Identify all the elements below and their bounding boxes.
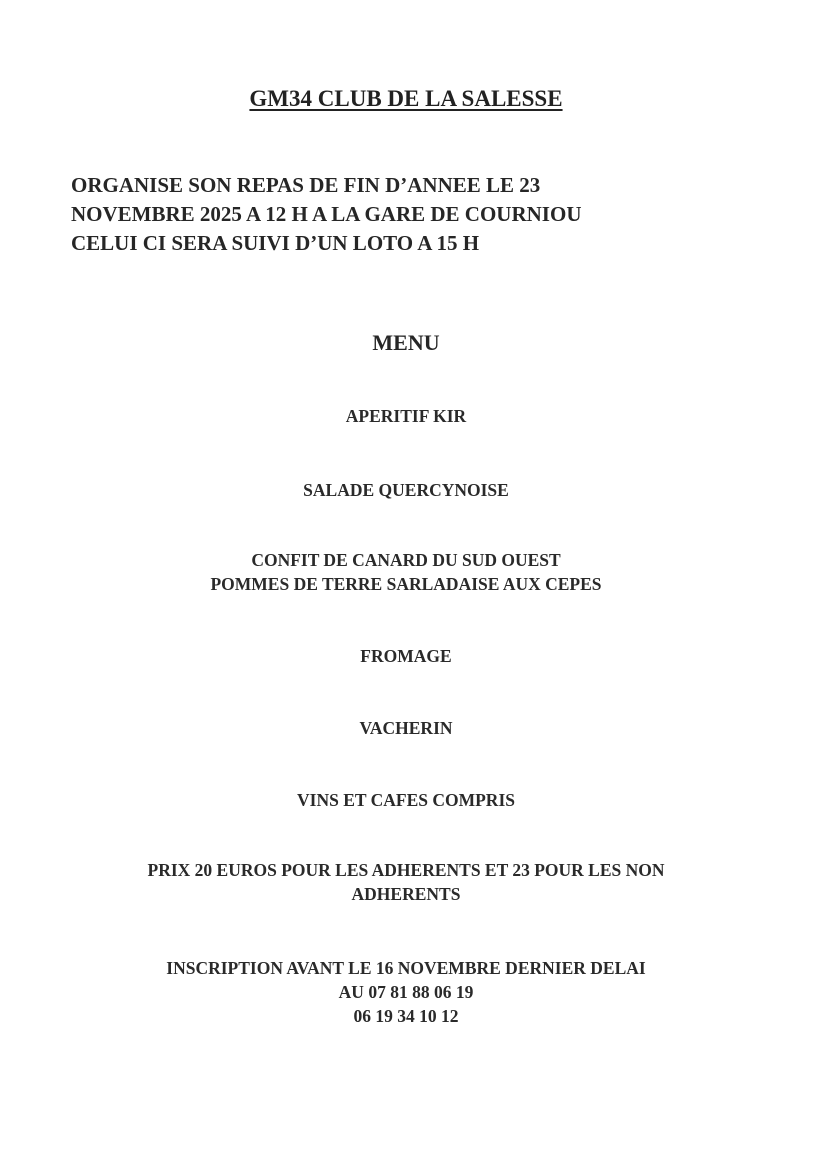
price-info bbox=[0, 858, 812, 906]
phone-number: AU 07 81 88 06 19 bbox=[338, 982, 474, 1002]
intro-line: ORGANISE SON REPAS DE FIN D’ANNEE LE 23 bbox=[71, 173, 541, 197]
inscription-info bbox=[0, 956, 812, 1028]
price-line: ADHERENTS bbox=[351, 884, 461, 904]
menu-item-aperitif: APERITIF KIR bbox=[345, 406, 467, 426]
intro-line: CELUI CI SERA SUIVI D’UN LOTO A 15 H bbox=[71, 231, 480, 255]
menu-item-fromage: FROMAGE bbox=[360, 646, 452, 666]
menu-heading: MENU bbox=[372, 330, 440, 355]
inscription-line: INSCRIPTION AVANT LE 16 NOVEMBRE DERNIER DELAI bbox=[166, 958, 646, 978]
page-title: GM34 CLUB DE LA SALESSE bbox=[249, 86, 563, 111]
price-line: PRIX 20 EUROS POUR LES ADHERENTS ET 23 POUR LES NON bbox=[147, 860, 665, 880]
menu-item-plat bbox=[0, 548, 812, 596]
menu-item-dessert: VACHERIN bbox=[359, 718, 453, 738]
intro-line: NOVEMBRE 2025 A 12 H A LA GARE DE COURNIOU bbox=[71, 202, 582, 226]
menu-item-plat-line: CONFIT DE CANARD DU SUD OUEST bbox=[251, 550, 561, 570]
phone-number: 06 19 34 10 12 bbox=[353, 1006, 459, 1026]
menu-item-plat-line: POMMES DE TERRE SARLADAISE AUX CEPES bbox=[210, 574, 602, 594]
menu-item-salade: SALADE QUERCYNOISE bbox=[303, 480, 509, 500]
intro-paragraph bbox=[71, 171, 771, 258]
menu-item-boissons: VINS ET CAFES COMPRIS bbox=[297, 790, 515, 810]
